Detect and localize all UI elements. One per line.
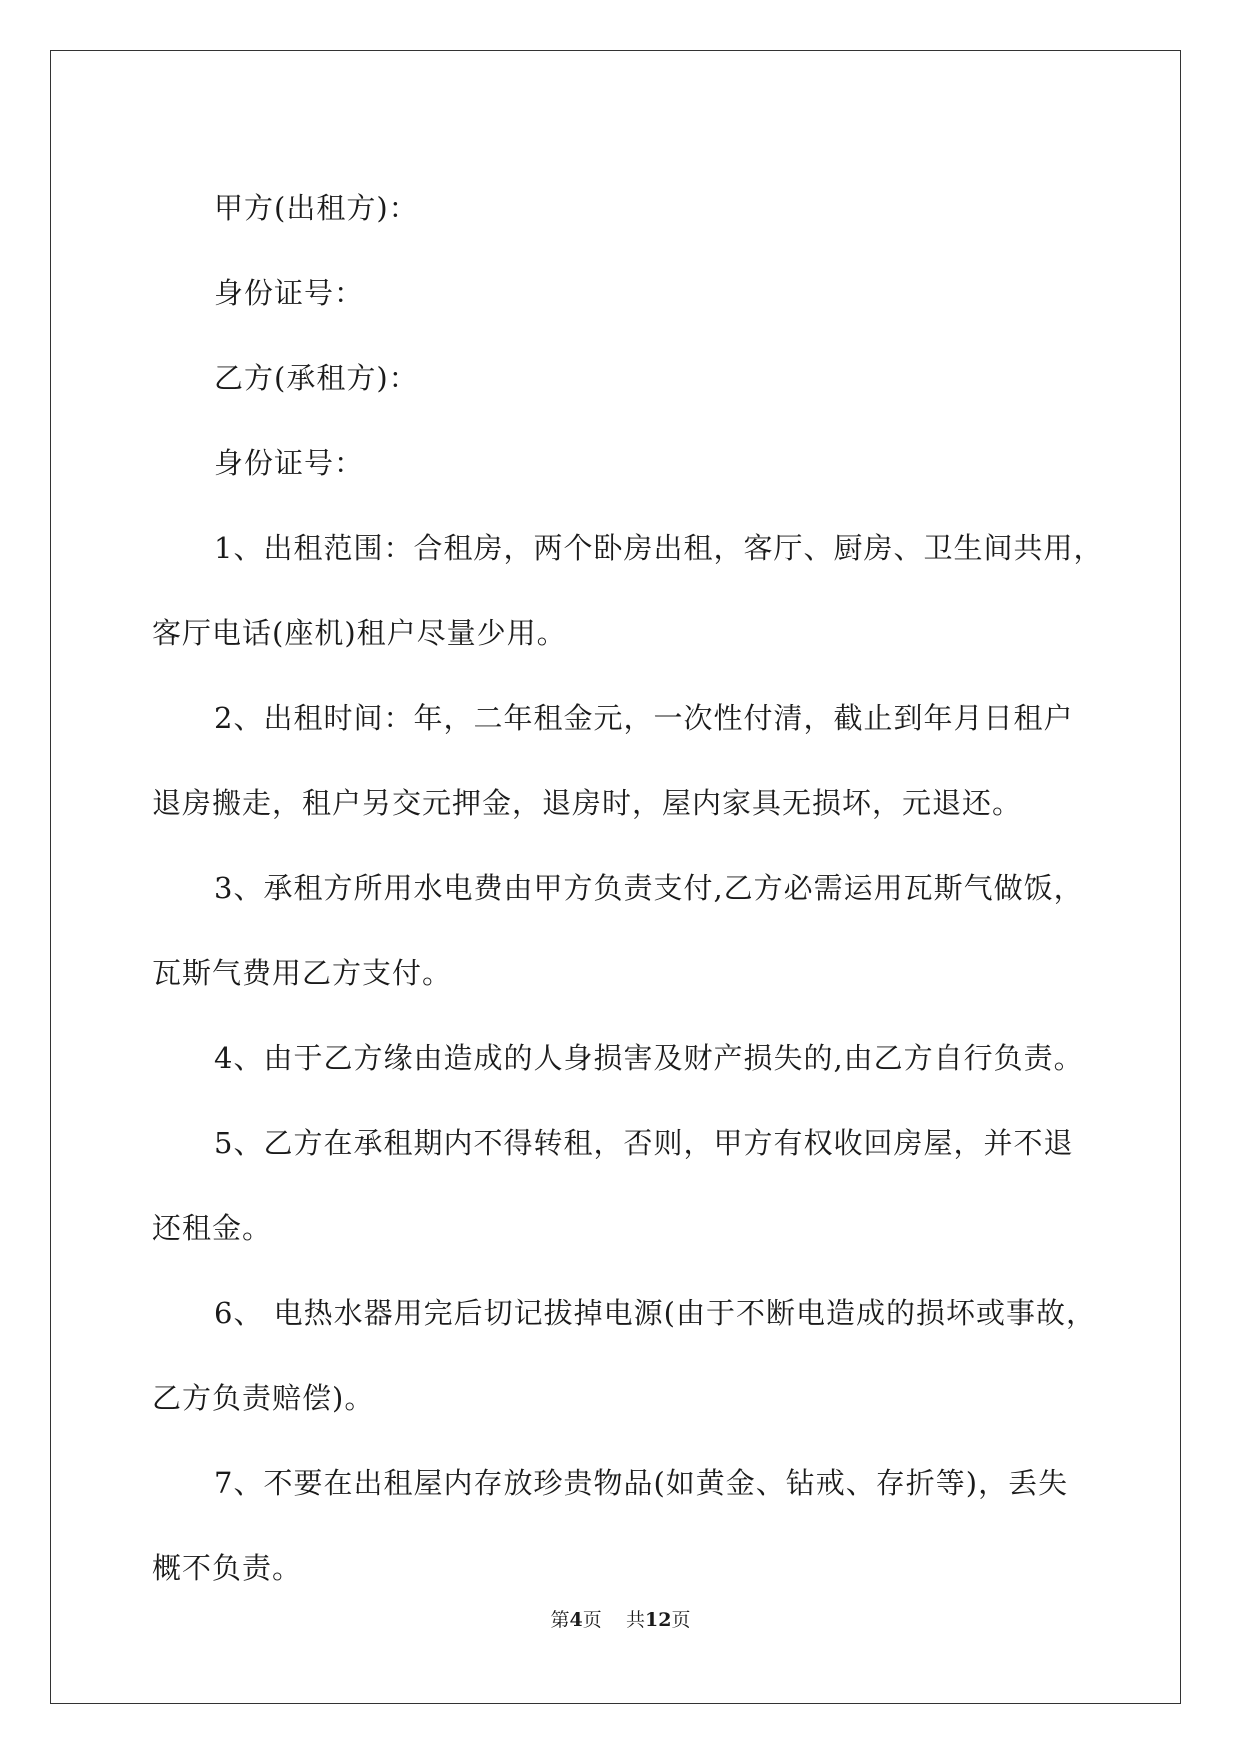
clause-5-line-2 [152, 1186, 1092, 1271]
clause-text: 7、不要在出租屋内存放珍贵物品(如黄金、钻戒、存折等)，丢失 [214, 1466, 1069, 1500]
clause-6-line-1 [152, 1271, 1096, 1356]
clause-text: 3、承租方所用水电费由甲方负责支付,乙方必需运用瓦斯气做饭， [214, 871, 1084, 905]
total-prefix: 共 [625, 1609, 645, 1631]
page-prefix: 第 [550, 1609, 570, 1631]
clause-text: 瓦斯气费用乙方支付。 [152, 956, 453, 990]
party-a-id-line [152, 251, 1092, 336]
clause-7-line-2 [152, 1526, 1092, 1611]
party-a-label: 甲方(出租方)： [214, 191, 419, 225]
clause-6-line-2 [152, 1356, 1092, 1441]
party-b-label: 乙方(承租方)： [214, 361, 419, 395]
clause-3-line-2 [152, 931, 1092, 1016]
clause-1-line-2 [152, 591, 1092, 676]
page-footer [0, 1605, 1241, 1632]
clause-7-line-1 [152, 1441, 1092, 1526]
clause-4-line-1 [152, 1016, 1092, 1101]
clause-2-line-1 [152, 676, 1092, 761]
clause-text: 概不负责。 [152, 1551, 303, 1585]
party-b-id-label: 身份证号： [214, 446, 365, 480]
party-a-line [152, 166, 1092, 251]
party-b-id-line [152, 421, 1092, 506]
clause-text: 2、出租时间：年，二年租金元，一次性付清，截止到年月日租户 [214, 701, 1074, 735]
document-body [152, 166, 1104, 1611]
clause-text: 还租金。 [152, 1211, 273, 1245]
clause-text: 乙方负责赔偿)。 [152, 1381, 375, 1415]
clause-text: 4、由于乙方缘由造成的人身损害及财产损失的,由乙方自行负责。 [214, 1041, 1084, 1075]
page-total: 12 [644, 1609, 672, 1631]
clause-text: 6、 电热水器用完后切记拔掉电源(由于不断电造成的损坏或事故， [214, 1296, 1096, 1330]
clause-5-line-1 [152, 1101, 1092, 1186]
clause-text: 5、乙方在承租期内不得转租，否则，甲方有权收回房屋，并不退 [214, 1126, 1074, 1160]
clause-text: 1、出租范围：合租房，两个卧房出租，客厅、厨房、卫生间共用， [214, 531, 1104, 565]
total-suffix: 页 [671, 1609, 691, 1631]
clause-2-line-2 [152, 761, 1092, 846]
clause-text: 客厅电话(座机)租户尽量少用。 [152, 616, 567, 650]
party-a-id-label: 身份证号： [214, 276, 365, 310]
page-suffix: 页 [582, 1609, 602, 1631]
clause-1-line-1 [152, 506, 1104, 591]
clause-3-line-1 [152, 846, 1092, 931]
clause-text: 退房搬走，租户另交元押金，退房时，屋内家具无损坏，元退还。 [152, 786, 1023, 820]
party-b-line [152, 336, 1092, 421]
page-current: 4 [569, 1609, 583, 1631]
